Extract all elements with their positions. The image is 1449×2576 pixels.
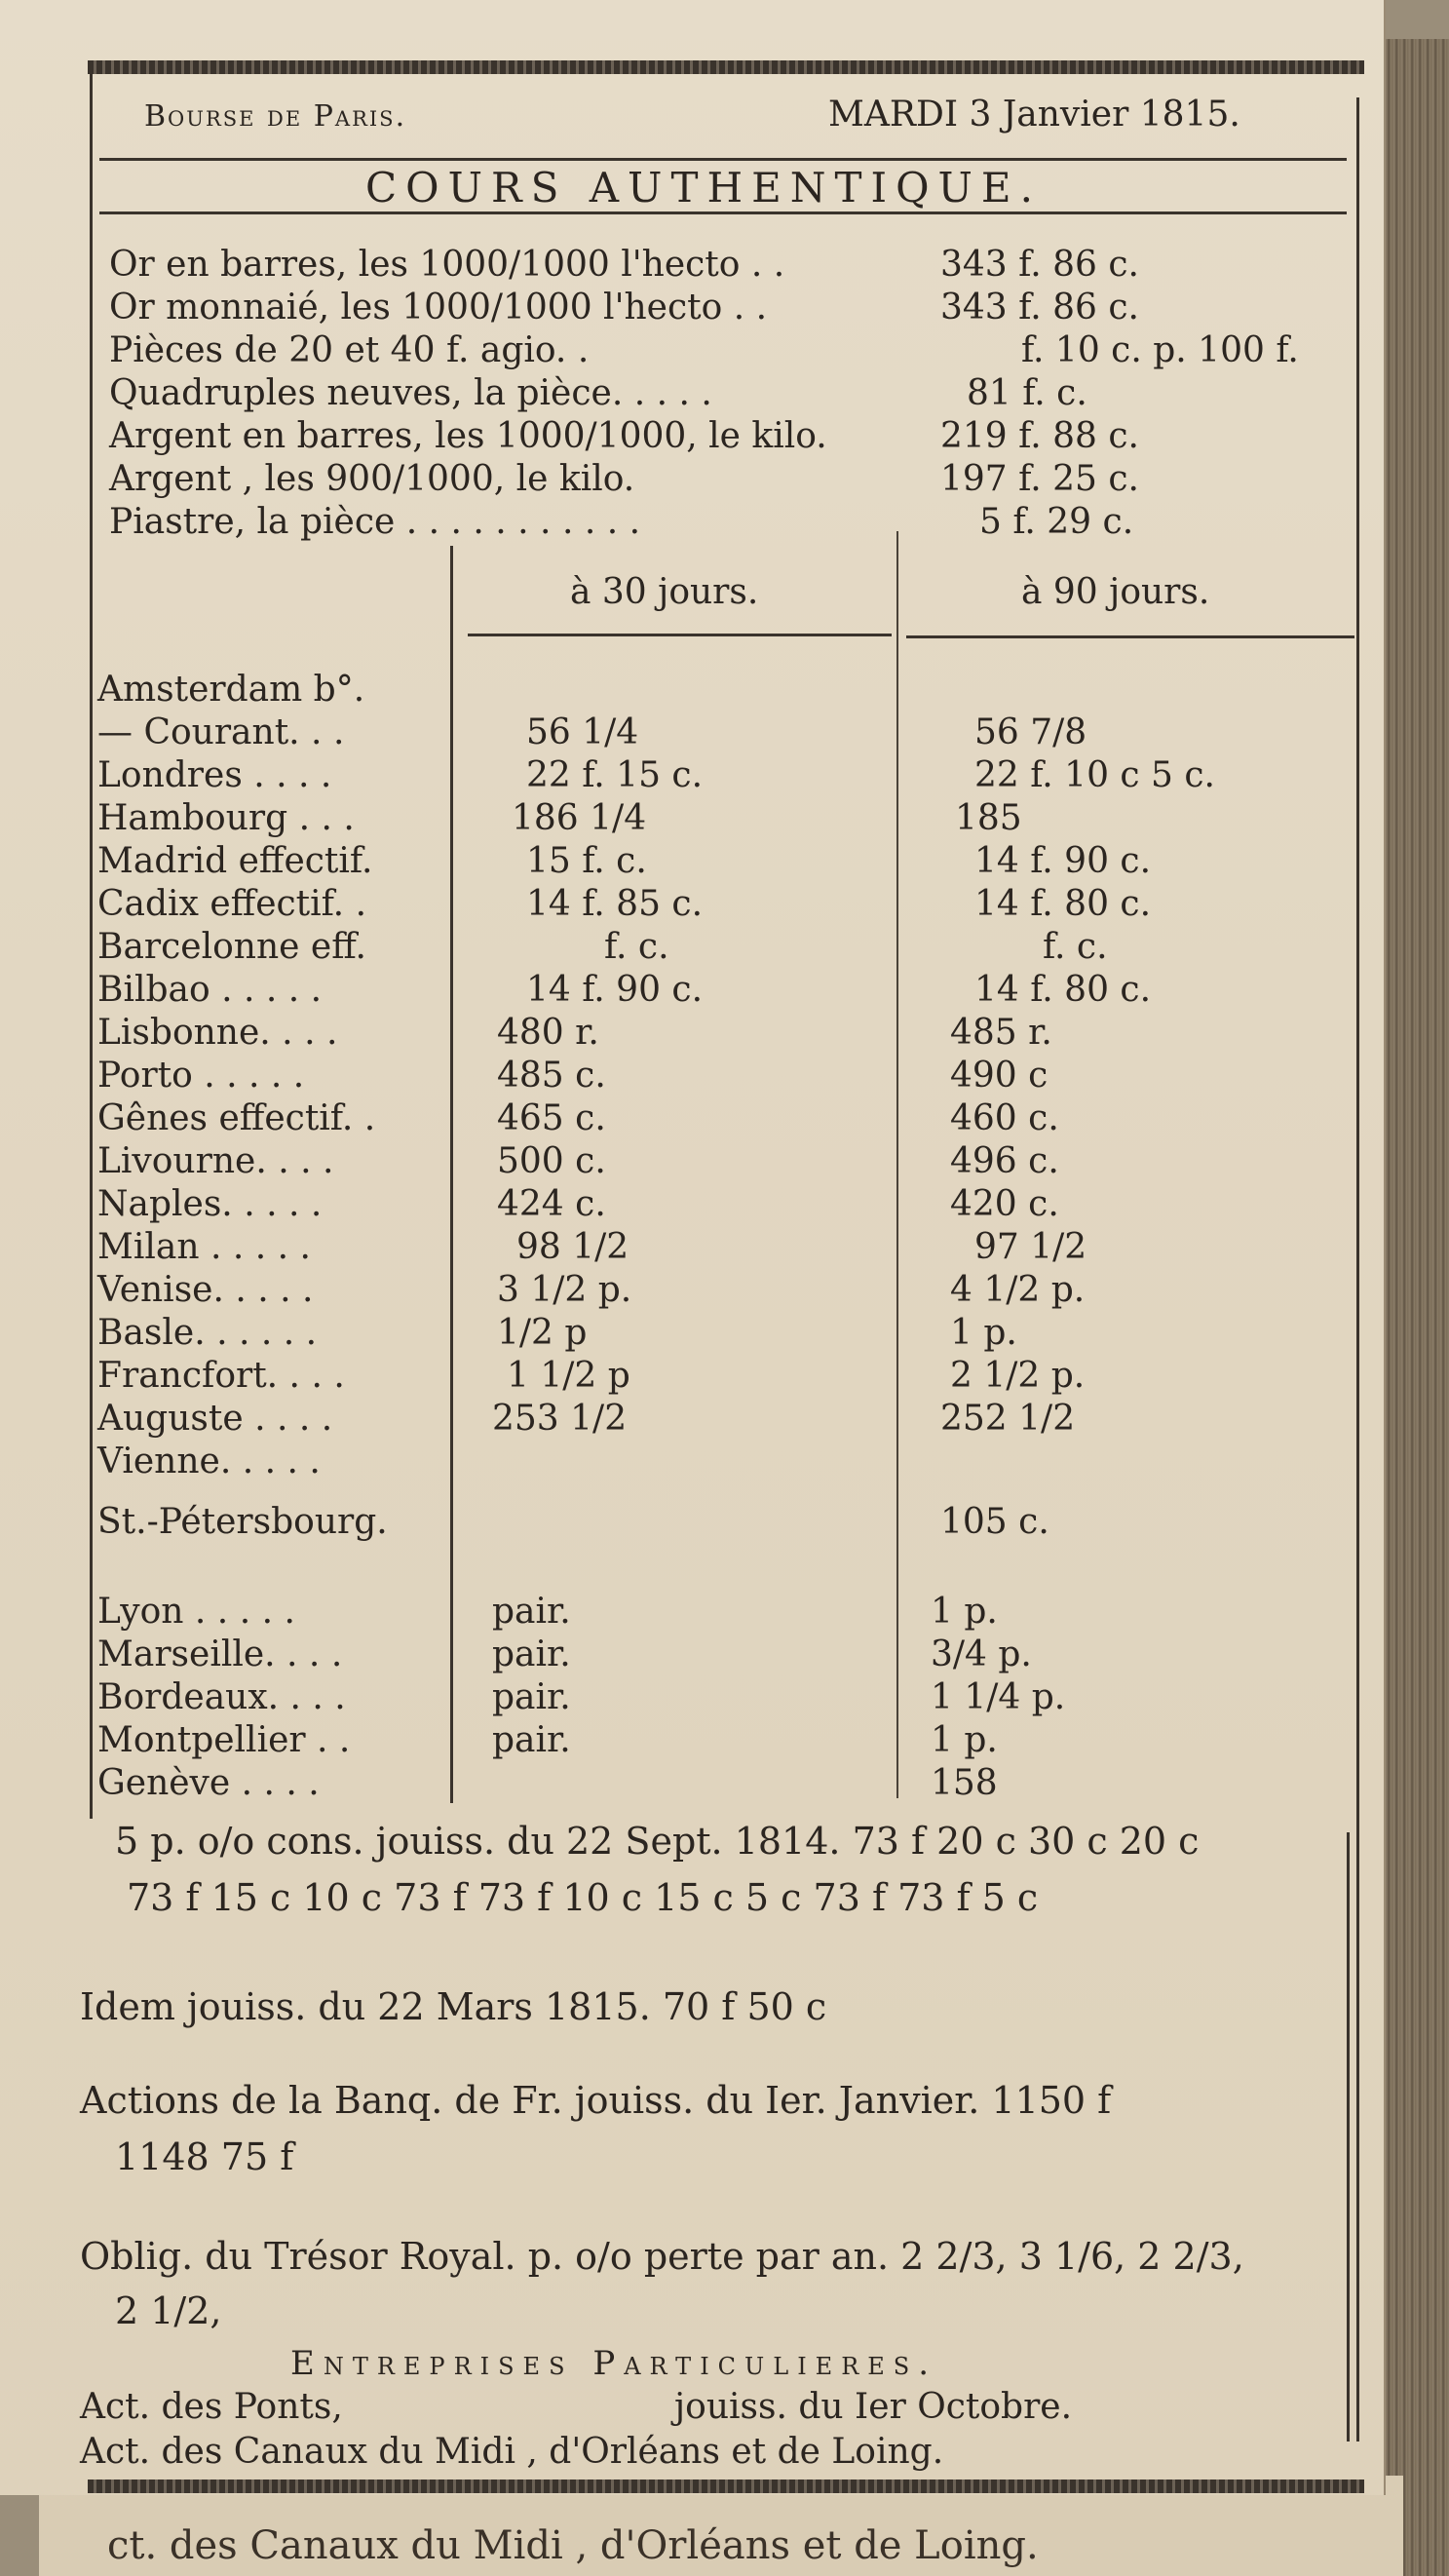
place-name: Lyon . . . . .: [97, 1592, 295, 1632]
rate-30: 22 f. 15 c.: [526, 755, 704, 795]
place-name: Marseille. . . .: [97, 1634, 343, 1674]
fund-line: 2 1/2,: [115, 2289, 222, 2332]
place-name: Bilbao . . . . .: [97, 970, 323, 1010]
metal-label: Or en barres, les 1000/1000 l'hecto . .: [109, 245, 785, 285]
metal-label: Pièces de 20 et 40 f. agio. .: [109, 330, 590, 370]
metal-label: Or monnaié, les 1000/1000 l'hecto . .: [109, 288, 768, 327]
rate-30: 424 c.: [497, 1184, 606, 1224]
metal-label: Piastre, la pièce . . . . . . . . . . .: [109, 502, 641, 542]
place-name: Livourne. . . .: [97, 1141, 334, 1181]
place-name: Bordeaux. . . .: [97, 1677, 346, 1717]
rate-90: 97 1/2: [974, 1227, 1087, 1267]
place-name: Cadix effectif. .: [97, 884, 367, 924]
metal-value: 343 f. 86 c.: [940, 288, 1139, 327]
rate-30: pair.: [492, 1592, 571, 1632]
place-name: Vienne. . . . .: [97, 1442, 321, 1481]
place-name: Basle. . . . . .: [97, 1313, 318, 1353]
metal-label: Argent , les 900/1000, le kilo.: [109, 459, 635, 499]
place-name: — Courant. . .: [97, 712, 345, 752]
fund-line: Actions de la Banq. de Fr. jouiss. du Ier. Janvier. 1150 f: [80, 2079, 1112, 2122]
rate-90: 105 c.: [940, 1502, 1049, 1542]
rate-90: 22 f. 10 c 5 c.: [974, 755, 1215, 795]
rate-30: pair.: [492, 1634, 571, 1674]
book-edge: [1384, 39, 1449, 2576]
fund-line: 73 f 15 c 10 c 73 f 73 f 10 c 15 c 5 c 73 f 73 f 5 c: [127, 1876, 1039, 1919]
rate-30: 480 r.: [497, 1013, 599, 1053]
rate-30: 14 f. 85 c.: [526, 884, 704, 924]
place-name: St.-Pétersbourg.: [97, 1502, 388, 1542]
place-name: Milan . . . . .: [97, 1227, 311, 1267]
fund-line: 1148 75 f: [115, 2135, 294, 2178]
metal-value: 343 f. 86 c.: [940, 245, 1139, 285]
rate-30: 98 1/2: [516, 1227, 629, 1267]
rate-90: 496 c.: [950, 1141, 1059, 1181]
frame-right-inner: [1347, 1832, 1350, 2441]
enterprise-row: jouiss. du Ier Octobre.: [674, 2387, 1073, 2427]
rate-90: 4 1/2 p.: [950, 1270, 1086, 1310]
place-name: Gênes effectif. .: [97, 1098, 376, 1138]
place-name: Barcelonne eff.: [97, 927, 366, 967]
bottom-rule: [88, 2480, 1364, 2493]
rate-90: 420 c.: [950, 1184, 1059, 1224]
rate-30: 15 f. c.: [526, 841, 647, 881]
place-name: Madrid effectif.: [97, 841, 373, 881]
rate-90: 2 1/2 p.: [950, 1356, 1086, 1396]
rate-30: 1 1/2 p: [507, 1356, 630, 1396]
rate-90: 485 r.: [950, 1013, 1052, 1053]
enterprise-row: Act. des Canaux du Midi , d'Orléans et de Loing.: [80, 2432, 944, 2472]
frame-left-border: [90, 74, 93, 1819]
enterprise-row: Act. des Ponts,: [80, 2387, 343, 2427]
place-name: Londres . . . .: [97, 755, 332, 795]
place-name: Auguste . . . .: [97, 1399, 333, 1439]
top-rule: [88, 60, 1364, 74]
column-divider: [896, 531, 898, 1798]
column-header-90: à 90 jours.: [1021, 572, 1210, 612]
rate-90: 460 c.: [950, 1098, 1059, 1138]
rate-90: 56 7/8: [974, 712, 1087, 752]
rate-90: 158: [931, 1763, 998, 1803]
metal-value: 219 f. 88 c.: [940, 416, 1139, 456]
metal-label: Argent en barres, les 1000/1000, le kilo.: [109, 416, 827, 456]
header-rule: [468, 634, 892, 636]
place-name: Venise. . . . .: [97, 1270, 314, 1310]
rate-90: 1 1/4 p.: [931, 1677, 1066, 1717]
rate-90: 185: [955, 798, 1022, 838]
rate-90: 490 c: [950, 1056, 1049, 1096]
rate-30: 465 c.: [497, 1098, 606, 1138]
header-rule: [906, 635, 1354, 638]
place-name: Lisbonne. . . .: [97, 1013, 338, 1053]
place-name: Montpellier . .: [97, 1720, 351, 1760]
metal-value: 197 f. 25 c.: [940, 459, 1139, 499]
underlying-page-text: ct. des Canaux du Midi , d'Orléans et de Loing.: [107, 2523, 1039, 2568]
place-name: Amsterdam b°.: [97, 670, 365, 710]
column-divider: [450, 546, 453, 1803]
rate-30: 3 1/2 p.: [497, 1270, 632, 1310]
rate-90: 252 1/2: [940, 1399, 1076, 1439]
rate-90: 1 p.: [931, 1592, 998, 1632]
rate-30: pair.: [492, 1677, 571, 1717]
metal-value: 81 f. c.: [967, 373, 1087, 413]
metal-label: Quadruples neuves, la pièce. . . . .: [109, 373, 712, 413]
rate-30: 253 1/2: [492, 1399, 628, 1439]
rate-90: 14 f. 80 c.: [974, 884, 1152, 924]
rate-30: pair.: [492, 1720, 571, 1760]
fund-line: 5 p. o/o cons. jouiss. du 22 Sept. 1814. 73 f 20 c 30 c 20 c: [115, 1820, 1200, 1863]
metal-value: f. 10 c. p. 100 f.: [1021, 330, 1299, 370]
rate-30: 500 c.: [497, 1141, 606, 1181]
rate-30: f. c.: [604, 927, 669, 967]
column-header-30: à 30 jours.: [570, 572, 759, 612]
place-name: Porto . . . . .: [97, 1056, 305, 1096]
rate-90: 1 p.: [931, 1720, 998, 1760]
rate-90: 3/4 p.: [931, 1634, 1032, 1674]
rate-90: 1 p.: [950, 1313, 1017, 1353]
rate-90: 14 f. 90 c.: [974, 841, 1152, 881]
rate-90: f. c.: [1043, 927, 1108, 967]
fund-line: Idem jouiss. du 22 Mars 1815. 70 f 50 c: [80, 1985, 827, 2028]
header-date: MARDI 3 Janvier 1815.: [828, 95, 1240, 135]
rate-30: 1/2 p: [497, 1313, 588, 1353]
place-name: Genève . . . .: [97, 1763, 320, 1803]
page-title: COURS AUTHENTIQUE.: [365, 164, 1042, 211]
enterprises-heading: Entreprises Particulieres.: [290, 2344, 938, 2383]
header-source: Bourse de Paris.: [144, 99, 407, 134]
rate-30: 56 1/4: [526, 712, 639, 752]
place-name: Hambourg . . .: [97, 798, 355, 838]
metal-value: 5 f. 29 c.: [979, 502, 1134, 542]
rate-30: 186 1/4: [512, 798, 647, 838]
fund-line: Oblig. du Trésor Royal. p. o/o perte par an. 2 2/3, 3 1/6, 2 2/3,: [80, 2235, 1244, 2278]
place-name: Francfort. . . .: [97, 1356, 345, 1396]
rate-30: 14 f. 90 c.: [526, 970, 704, 1010]
rate-30: 485 c.: [497, 1056, 606, 1096]
rate-90: 14 f. 80 c.: [974, 970, 1152, 1010]
frame-right-border: [1356, 97, 1359, 2441]
place-name: Naples. . . . .: [97, 1184, 323, 1224]
